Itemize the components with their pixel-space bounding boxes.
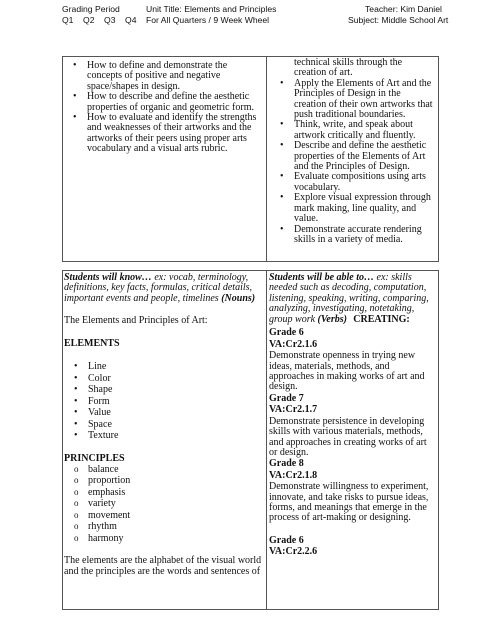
list-item: • How to evaluate and identify the strengths and weaknesses of their artworks and the artworks of their peers using proper arts vocabulary and a visual arts rubric. [63, 113, 258, 155]
able-description: ex: skills needed such as decoding, computation, listening, speaking, writing, comparing, analyzing, investigating, notetaking, group work [269, 272, 429, 325]
standard-text: Demonstrate persistence in developing skills with various materials, methods, and approaches in creating works of art or design. [269, 415, 427, 458]
know-heading: Students will know… [64, 272, 152, 283]
list-item: • Evaluate compositions using arts vocabulary. [267, 172, 434, 193]
list-item: • How to describe and define the aesthetic properties of organic and geometric form. [63, 92, 258, 113]
top-table [62, 56, 439, 262]
list-item: o harmony [64, 533, 262, 545]
list-item: • Texture [64, 430, 262, 442]
bottom-table [62, 270, 439, 610]
list-item: o emphasis [64, 487, 262, 499]
list-item: • Line [64, 361, 262, 373]
principles-heading: PRINCIPLES [64, 452, 125, 464]
elements-principles-intro: The Elements and Principles of Art: [64, 315, 208, 327]
grade-label: Grade 7 [269, 392, 304, 404]
list-item: o rhythm [64, 521, 262, 533]
list-item: • Form [64, 396, 262, 408]
top-right-cell [267, 57, 438, 261]
standard-code: VA:Cr2.1.8 [269, 469, 318, 481]
standard-text: Demonstrate openness in trying new ideas, materials, methods, and approaches in making works of art and design. [269, 350, 425, 393]
students-will-know-cell [63, 271, 266, 609]
know-nouns: (Nouns) [221, 292, 256, 304]
teacher-name: Teacher: Kim Daniel [365, 4, 442, 14]
elements-heading: ELEMENTS [64, 337, 120, 349]
subject: Subject: Middle School Art [348, 15, 449, 25]
understandings-list [63, 61, 258, 155]
continued-text: technical skills through the creation of art. [294, 57, 403, 79]
standard-text: Demonstrate willingness to experiment, innovate, and take risks to pursue ideas, forms, and meanings that emerge in the process of art-making or designing. [269, 481, 429, 524]
students-able-to-cell [267, 271, 438, 609]
grade-label: Grade 6 [269, 327, 304, 339]
list-item: • Describe and define the aesthetic properties of the Elements of Art and the Principles of Design. [267, 141, 434, 172]
grade-label: Grade 8 [269, 458, 304, 470]
list-item: • Color [64, 373, 262, 385]
list-item: • Demonstrate accurate rendering skills in a variety of media. [267, 225, 434, 246]
list-item: o balance [64, 464, 262, 476]
top-left-cell [63, 57, 266, 261]
list-item: • Explore visual expression through mark making, line quality, and value. [267, 193, 434, 224]
know-description: ex: vocab, terminology, definitions, key facts, formulas, critical details, important events and people, timelines [64, 272, 253, 304]
closing-text: The elements are the alphabet of the visual world and the principles are the words and sentences of [64, 555, 262, 577]
list-item: • Value [64, 407, 262, 419]
standard-code: VA:Cr2.1.6 [269, 338, 318, 350]
able-heading: Students will be able to… [269, 272, 375, 283]
list-item: • How to define and demonstrate the concepts of positive and negative space/shapes in design. [63, 61, 258, 92]
list-item: o variety [64, 498, 262, 510]
principles-list [64, 464, 262, 545]
able-verbs: (Verbs) [317, 313, 347, 325]
standard-code: VA:Cr2.2.6 [269, 546, 318, 558]
quarter-description: For All Quarters / 9 Week Wheel [146, 15, 270, 25]
list-item: • Shape [64, 384, 262, 396]
unit-title: Unit Title: Elements and Principles [146, 4, 277, 14]
grade-label: Grade 6 [269, 534, 304, 546]
quarters: Q1 Q2 Q3 Q4 [62, 15, 137, 25]
standard-code: VA:Cr2.1.7 [269, 404, 318, 416]
list-item: o proportion [64, 475, 262, 487]
list-item: o movement [64, 510, 262, 522]
creating-heading: CREATING: [353, 314, 410, 326]
list-item: • Think, write, and speak about artwork critically and fluently. [267, 120, 434, 141]
elements-list [64, 361, 262, 442]
list-item: • Space [64, 419, 262, 431]
skills-list [267, 79, 434, 246]
grading-period: Grading Period [62, 4, 120, 14]
list-item: • Apply the Elements of Art and the Principles of Design in the creation of their own artworks that push traditional boundaries. [267, 79, 434, 121]
